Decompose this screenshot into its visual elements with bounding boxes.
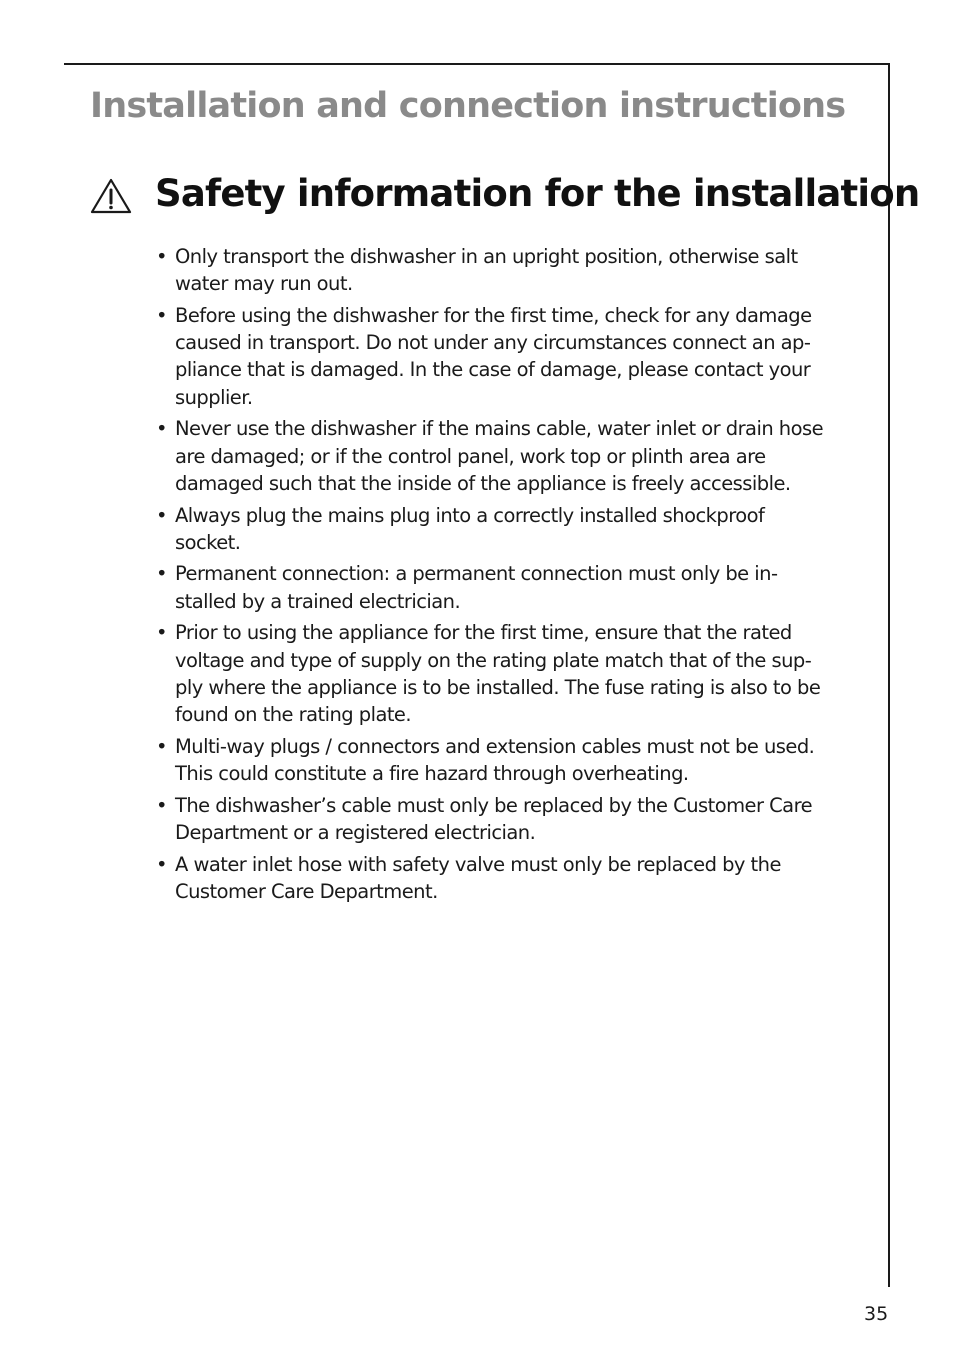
right-margin-rule (888, 63, 890, 1287)
bullet-item (156, 560, 868, 615)
bullet-text-line: pliance that is damaged. In the case of damage, please contact your (175, 358, 811, 382)
bullet-text-line: Always plug the mains plug into a correctly installed shockproof (175, 503, 765, 527)
bullet-item (156, 243, 868, 298)
page-number: 35 (864, 1303, 889, 1325)
bullet-item (156, 302, 868, 411)
bullet-text-line: A water inlet hose with safety valve must only be replaced by the (175, 852, 781, 876)
bullet-item (156, 502, 868, 557)
bullet-dot: • (156, 303, 167, 327)
bullet-text-line: damaged such that the inside of the appliance is freely accessible. (175, 471, 791, 495)
bullet-dot: • (156, 562, 167, 586)
bullet-item (156, 792, 868, 847)
bullet-text-line: are damaged; or if the control panel, work top or plinth area are (175, 444, 766, 468)
bullet-text-line: This could constitute a fire hazard through overheating. (175, 762, 689, 786)
bullet-text-line: water may run out. (175, 272, 353, 296)
bullet-dot: • (156, 793, 167, 817)
bullet-text-line: socket. (175, 530, 241, 554)
bullet-text-line: Department or a registered electrician. (175, 821, 536, 845)
bullet-dot: • (156, 417, 167, 441)
page-heading: Safety information for the installation (155, 172, 920, 215)
bullet-item (156, 851, 868, 906)
bullet-text-line: Never use the dishwasher if the mains cable, water inlet or drain hose (175, 417, 824, 441)
bullet-text-line: supplier. (175, 385, 253, 409)
bullet-dot: • (156, 852, 167, 876)
bullet-dot: • (156, 245, 167, 268)
bullet-text-line: Only transport the dishwasher in an upright position, otherwise salt (175, 245, 798, 268)
top-rule (64, 63, 890, 65)
bullet-item (156, 415, 868, 497)
bullet-text-line: voltage and type of supply on the rating plate match that of the sup- (175, 648, 812, 672)
bullet-text-line: Customer Care Department. (175, 879, 438, 903)
bullet-text-line: The dishwasher’s cable must only be replaced by the Customer Care (175, 793, 813, 817)
bullet-item (156, 733, 868, 788)
bullet-text-line: Multi-way plugs / connectors and extension cables must not be used. (175, 734, 815, 758)
bullet-text-line: Before using the dishwasher for the first time, check for any damage (175, 303, 812, 327)
bullet-dot: • (156, 503, 167, 527)
bullet-text-line: Prior to using the appliance for the first time, ensure that the rated (175, 621, 792, 645)
warning-triangle-icon (90, 178, 132, 214)
bullet-text-line: ply where the appliance is to be installed. The fuse rating is also to be (175, 675, 821, 699)
safety-bullet-list (156, 243, 868, 910)
bullet-text-line: found on the rating plate. (175, 703, 412, 727)
bullet-dot: • (156, 621, 167, 645)
bullet-dot: • (156, 734, 167, 758)
bullet-item (156, 619, 868, 728)
section-title: Installation and connection instructions (90, 86, 846, 126)
bullet-text-line: stalled by a trained electrician. (175, 589, 461, 613)
bullet-text-line: caused in transport. Do not under any circumstances connect an ap- (175, 331, 811, 355)
bullet-text-line: Permanent connection: a permanent connection must only be in- (175, 562, 778, 586)
